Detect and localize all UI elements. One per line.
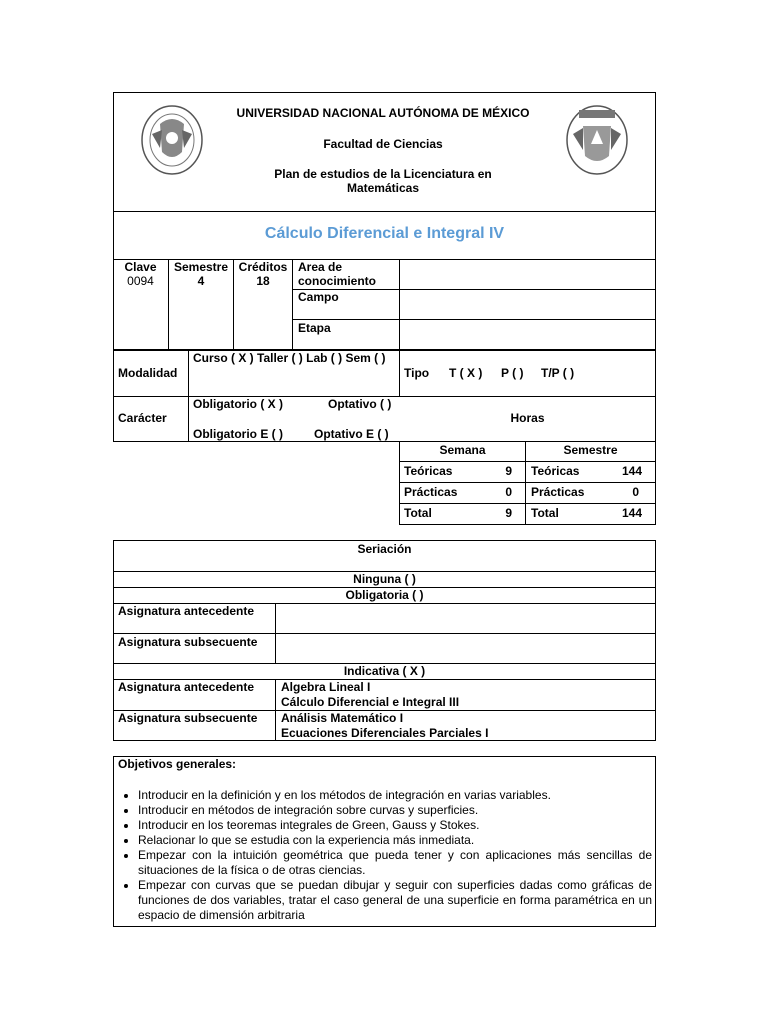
objetivos-title: Objetivos generales: <box>118 757 237 771</box>
caracter-label: Carácter <box>118 411 167 425</box>
seriacion-ninguna: Ninguna ( ) <box>353 572 416 586</box>
hours-rule-1 <box>399 461 656 462</box>
right-border <box>655 350 656 442</box>
objetivo-item: • Empezar con la intuición geométrica que pueda tener y con aplicaciones más sencillas de situaciones de la física o de otras ciencias. <box>138 848 652 878</box>
hours-row-label: Total <box>531 506 559 520</box>
semestre-cell <box>169 259 234 350</box>
ind-antecedente-1: Algebra Lineal I <box>281 680 371 694</box>
objetivo-item: • Introducir en métodos de integración sobre curvas y superficies. <box>138 803 652 818</box>
hours-row-semestre: 0 <box>632 485 639 499</box>
faculty-name: Facultad de Ciencias <box>323 137 443 151</box>
objetivo-item: • Relacionar lo que se estudia con la experiencia más inmediata. <box>138 833 652 848</box>
optativo: Optativo ( ) <box>328 397 392 411</box>
obligatorio-e: Obligatorio E ( ) <box>193 427 283 441</box>
obligatorio: Obligatorio ( X ) <box>193 397 283 411</box>
hours-row-label: Total <box>404 506 432 520</box>
ind-antecedente-label: Asignatura antecedente <box>118 680 255 694</box>
hours-row-label: Prácticas <box>404 485 458 499</box>
creditos-cell <box>234 259 293 350</box>
hours-semestre-header: Semestre <box>563 443 618 457</box>
course-title: Cálculo Diferencial e Integral IV <box>264 225 505 242</box>
clave-label: Clave <box>124 260 157 274</box>
optativo-e: Optativo E ( ) <box>314 427 389 441</box>
creditos-value: 18 <box>256 274 270 288</box>
etapa-label: Etapa <box>298 321 331 335</box>
plan-line-1: Plan de estudios de la Licenciatura en <box>274 167 492 181</box>
ind-subsecuente-2: Ecuaciones Diferenciales Parciales I <box>281 726 489 740</box>
hours-row-semana: 0 <box>505 485 512 499</box>
ind-subsecuente-1: Análisis Matemático I <box>281 711 404 725</box>
campo-label: Campo <box>298 290 339 304</box>
hours-row-semestre: 144 <box>621 464 642 478</box>
hours-row-label: Teóricas <box>404 464 453 478</box>
hours-rule-2 <box>399 482 656 483</box>
university-name: UNIVERSIDAD NACIONAL AUTÓNOMA DE MÉXICO <box>236 106 530 120</box>
ciencias-seal-icon <box>565 104 629 176</box>
obl-antecedente-label: Asignatura antecedente <box>118 604 255 618</box>
area-label-2: conocimiento <box>298 274 377 288</box>
hours-rule-3 <box>399 503 656 504</box>
header-divider <box>113 211 656 212</box>
modalidad-value: Curso ( X ) Taller ( ) Lab ( ) Sem ( ) <box>193 351 386 365</box>
tipo-t: T ( X ) <box>449 366 483 380</box>
unam-seal-icon <box>140 104 204 176</box>
hours-row-semana: 9 <box>505 506 512 520</box>
seriacion-obligatoria: Obligatoria ( ) <box>345 588 424 602</box>
semestre-value: 4 <box>197 274 205 288</box>
tipo-p: P ( ) <box>501 366 524 380</box>
tipo-divider <box>399 350 400 396</box>
semestre-label: Semestre <box>173 260 229 274</box>
seriacion-indicativa: Indicativa ( X ) <box>343 664 426 678</box>
tipo-tp: T/P ( ) <box>541 366 575 380</box>
objetivo-item: • Introducir en la definición y en los métodos de integración en varias variables. <box>138 788 652 803</box>
area-label-1: Area de <box>298 260 343 274</box>
etapa-rule <box>293 319 656 320</box>
hours-row-label: Teóricas <box>531 464 580 478</box>
caracter-bottom-rule <box>113 441 400 442</box>
ind-subsecuente-label: Asignatura subsecuente <box>118 711 258 725</box>
hours-semana-header: Semana <box>439 443 486 457</box>
creditos-label: Créditos <box>238 260 288 274</box>
modalidad-label: Modalidad <box>118 366 178 380</box>
hours-row-label: Prácticas <box>531 485 585 499</box>
hours-row-semestre: 144 <box>621 506 642 520</box>
objetivo-item: • Introducir en los teoremas integrales de Green, Gauss y Stokes. <box>138 818 652 833</box>
clave-value: 0094 <box>127 274 154 288</box>
horas-label: Horas <box>510 411 545 425</box>
seriacion-rule-4 <box>113 633 656 634</box>
plan-line-2: Matemáticas <box>346 181 420 195</box>
ind-antecedente-2: Cálculo Diferencial e Integral III <box>281 695 460 709</box>
tipo-label: Tipo <box>404 366 430 380</box>
campo-rule <box>293 289 656 290</box>
objetivo-item: • Empezar con curvas que se puedan dibujar y seguir con superficies dadas como gráficas de funciones de dos variables, tratar el caso general de una superficie en forma paramétrica en un espacio de dimensión arbitraria <box>138 878 652 923</box>
obl-subsecuente-label: Asignatura subsecuente <box>118 635 258 649</box>
objetivos-list <box>116 788 652 923</box>
seriacion-title: Seriación <box>357 542 412 556</box>
hours-row-semana: 9 <box>505 464 512 478</box>
clave-cell <box>113 259 169 350</box>
